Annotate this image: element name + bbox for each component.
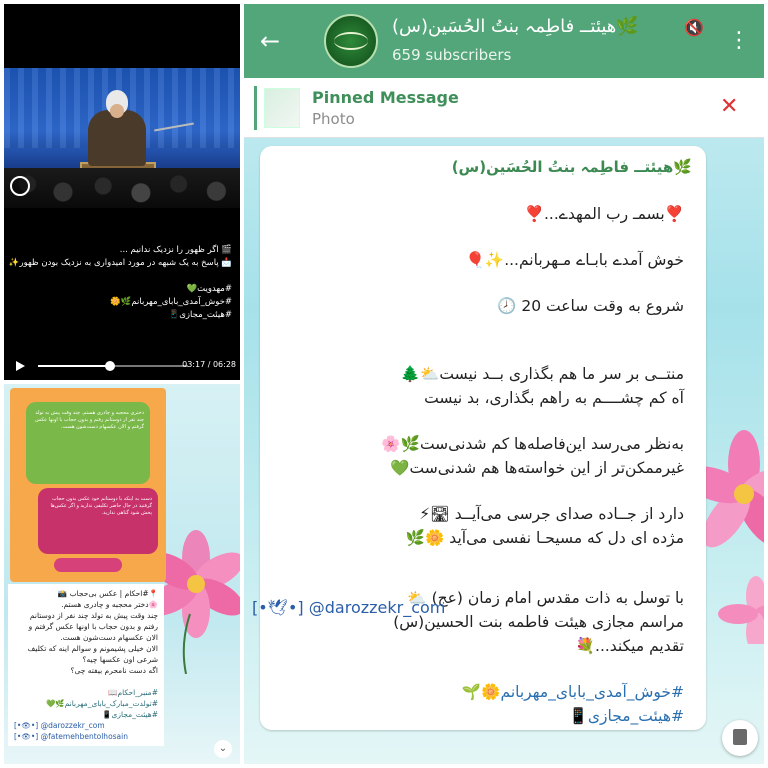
channel-header [244,4,764,78]
subscriber-count: 659 subscribers [392,46,512,64]
caption-line: 📍#احکام | عکس بی‌حجاب 📸 [57,589,158,598]
video-thumbnail[interactable] [4,68,240,208]
message-line: آه کم چشــــم به راهم بگذاری، بد نیست [424,389,684,407]
pinned-message-bar[interactable] [244,78,764,138]
video-logo-icon [10,176,30,196]
pinned-accent-line [254,86,257,130]
video-controls [4,356,240,376]
hashtag[interactable]: #هیئت_مجازی📱 [168,310,232,320]
message-line: غیرممکن‌تر از این خواسته‌ها هم شدنی‌ست💚 [390,459,684,477]
message-line: تقدیم میکند...💐 [575,637,684,655]
hashtag[interactable]: #مهدویت💚 [186,284,232,294]
flower-decoration [704,424,764,644]
message-line: به‌نظر می‌رسد این‌فاصله‌ها کم شدنی‌ست🌿🌸 [381,435,684,453]
message-author[interactable]: 🌿هیئتــ فاطِمہ بنتُ الحُسَین(س) [451,158,692,176]
channel-link[interactable]: [•🕊•] @darozzekr_com [252,598,446,617]
message-line: ❣️بسمـ رب المهدے...❣️ [524,205,684,223]
audience [4,168,240,208]
message-line: با توسل به ذات مقدس امام زمان (عج) ⛅ [407,589,684,607]
image-caption [8,584,164,746]
message-body [264,202,684,728]
poster-answer-text: دست به اینکه با دوستانم خود عکس بدون حجاب گرفتید در حال حاضر تکلیفی ندارید و اگر عکس‌ها پخش شود گناهی ندارید. [50,496,152,516]
hashtag[interactable]: #خوش_آمدی_بابای_مهربانم🌿🌼 [110,297,232,307]
caption-line: 🌸دختر محجبه و چادری هستم. [61,600,158,609]
channel-link[interactable]: [•👁•] @fatemehbentolhosain [14,732,128,741]
video-progress-handle[interactable] [105,361,115,371]
caption-line: اگه دست نامحرم بیفته چی؟ [70,666,158,675]
video-progress-fill [38,365,110,367]
pinned-subtitle: Photo [312,110,355,128]
pinned-title: Pinned Message [312,88,459,107]
more-menu-icon[interactable]: ⋮ [728,28,750,53]
speaker-face [110,104,124,118]
caption-line [14,676,158,687]
poster-question-text: دختری محجبه و چادری هستم. چند وقت پیش به تولد چند نفر از دوستانم رفتم و بدون حجاب با اونها عکس گرفتم و الان عکسهام دست‌شون هست. [35,410,144,430]
caption-line: الان خیلی پشیمونم و سوالم اینه که تکلیف [27,644,158,653]
hashtag[interactable]: #منبر_احکام📖 [108,688,158,697]
caption-line [8,270,232,283]
bookmark-icon [733,729,747,745]
caption-line: 📩 پاسخ به یک شبهه در مورد امیدواری به نزدیک بودن ظهور✨ [8,258,232,268]
caption-line: رفتم و بدون حجاب با اونها عکس گرفتم و [28,622,158,631]
hashtag[interactable]: #خوش_آمدی_بابای_مهربانم🌼🌱 [461,683,684,701]
chevron-down-icon[interactable]: ⌄ [214,740,232,758]
poster-footer-bar [54,558,122,572]
telegram-channel-view [244,4,764,764]
hashtag[interactable]: #هیئت_مجازی📱 [102,710,158,719]
video-time: 03:17 / 06:28 [182,360,236,369]
play-icon[interactable] [16,361,25,371]
message-line: مراسم مجازی هیئت فاطمه بنت الحسین(س) [393,613,684,631]
calligraphy-logo-icon [334,32,368,50]
image-post[interactable] [4,384,240,764]
channel-avatar[interactable] [324,14,378,68]
poster-image[interactable] [10,388,166,582]
video-post[interactable] [4,4,240,380]
hashtag[interactable]: #هیئت_مجازی📱 [568,707,684,725]
caption-line: 🎬 اگر ظهور را نزدیک ندانیم ... [119,245,232,255]
message-line: خوش آمدے بابـاے مـهربانم...✨🎈 [465,251,684,269]
channel-title[interactable]: 🌿هیئتــ فاطِمہ بنتُ الحُسَین(س) [392,16,639,37]
caption-line: شرعی اون عکسها چیه؟ [82,655,158,664]
pinned-thumbnail [264,88,300,128]
message-line: دارد از جــاده صدای جرسی می‌آیــد 🛣⚡ [419,505,684,523]
pinned-post-message[interactable] [260,146,706,730]
hashtag[interactable]: #تولدت_مبارک_بابای_مهربانم🌿💚 [45,699,158,708]
speaker [88,110,146,166]
message-line: شروع به وقت ساعت 20 🕗 [497,297,684,315]
message-line: منتــی بر سر ما هم بگذاری بــد نیست⛅🌲 [400,365,684,383]
caption-line: چند وقت پیش به تولد چند نفر از دوستانم [29,611,158,620]
back-arrow-icon[interactable]: ← [260,27,281,55]
caption-line: الان عکسهام دست‌شون هست. [60,633,158,642]
scroll-button[interactable] [722,720,758,756]
mute-icon: 🔇 [684,18,704,37]
video-progress-bar[interactable] [38,365,188,367]
close-icon[interactable]: ✕ [720,94,739,119]
channel-link[interactable]: [•👁•] @darozzekr_com [14,721,105,730]
message-line: مژده ای دل که مسیحـا نفسی می‌آید 🌼🌿 [405,529,684,547]
video-caption [8,244,232,322]
